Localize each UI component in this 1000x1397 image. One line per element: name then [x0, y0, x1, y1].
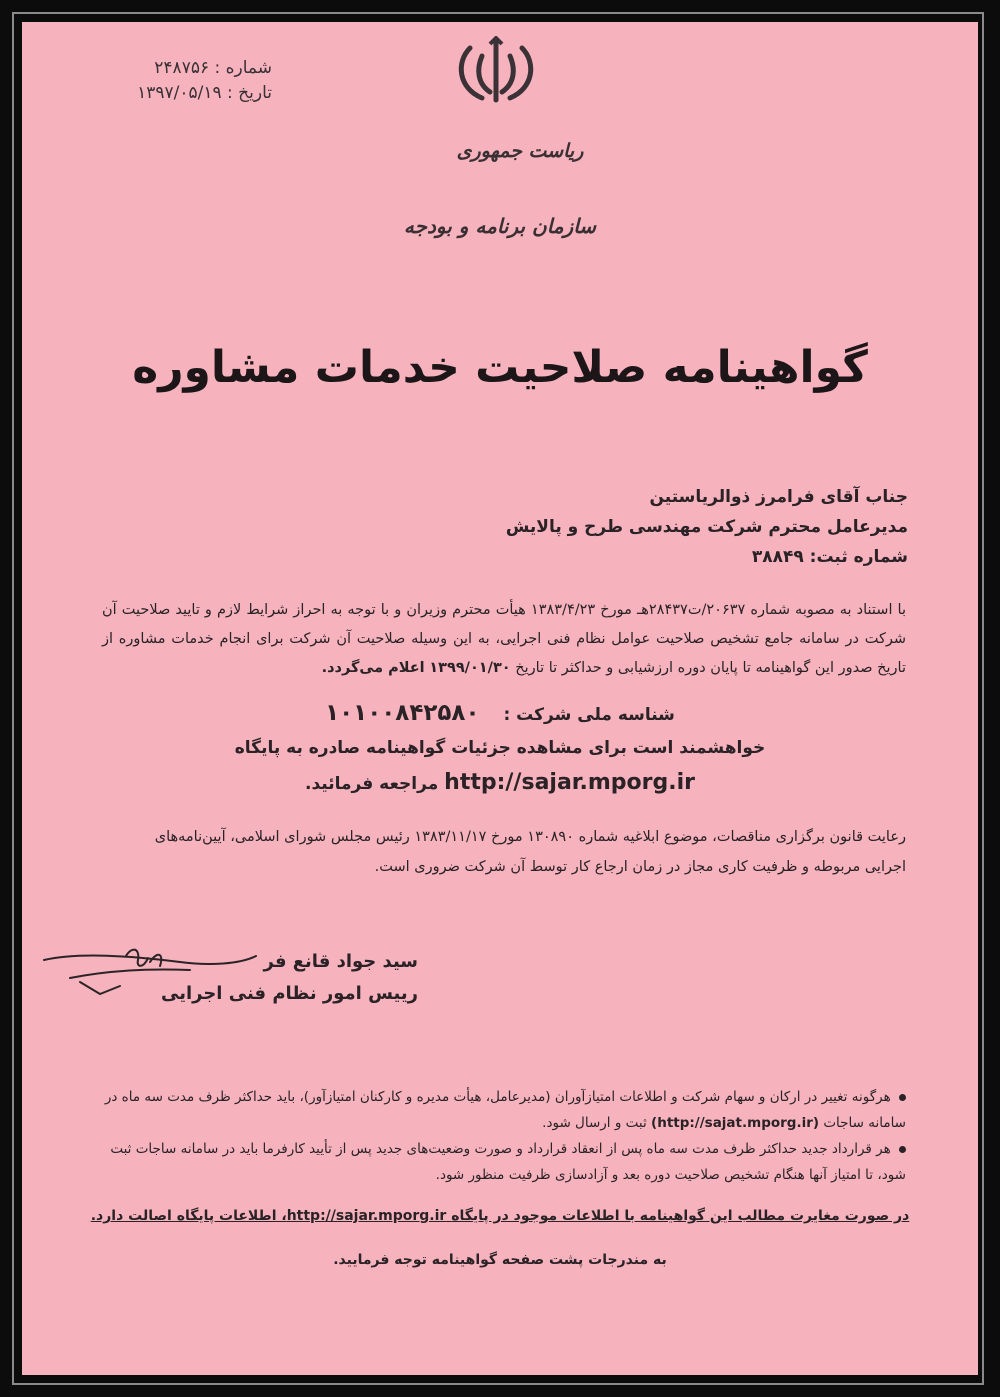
- dispute-url-link[interactable]: http://sajar.mporg.ir: [286, 1208, 447, 1224]
- org-presidency: ریاست جمهوری: [456, 140, 584, 162]
- org-plan-budget: سازمان برنامه و بودجه: [403, 214, 597, 238]
- signer-position: رییس امور نظام فنی اجرایی: [160, 983, 418, 1004]
- bullet-icon: [899, 1094, 906, 1101]
- bullet-icon: [899, 1146, 906, 1153]
- registration-value: ۳۸۸۴۹: [751, 547, 804, 567]
- dispute-text-a: در صورت مغایرت مطالب این گواهینامه با اطلاعات موجود در پایگاه: [451, 1208, 910, 1224]
- note-1-text-a: هرگونه تغییر در ارکان و سهام شرکت و اطلاعات امتیازآوران (مدیرعامل، هیأت مدیره و کارکنان امتیازآور)، باید حداکثر ظرف مدت سه ماه در سامانه ساجات: [104, 1089, 906, 1131]
- national-id-label: شناسه ملی شرکت :: [503, 705, 675, 725]
- date-row: [72, 81, 272, 106]
- note-1: [102, 1084, 906, 1136]
- certificate-page: [22, 22, 978, 1375]
- main-paragraph-text: با استناد به مصوبه شماره ۲۰۶۳۷/ت۲۸۴۳۷هـ مورخ ۱۳۸۳/۴/۲۳ هیأت محترم وزیران و با توجه به احراز شرایط لازم و تایید صلاحیت آن شرکت در سامانه جامع تشخیص صلاحیت عوامل نظام فنی اجرایی، به این وسیله صلاحیت آن شرکت برای انجام خدمات مشاوره از تاریخ صدور این گواهینامه تا پایان دوره ارزشیابی و حداکثر تا تاریخ: [102, 602, 907, 676]
- registration-label: شماره ثبت:: [809, 547, 908, 567]
- header-meta: [72, 56, 272, 106]
- number-row: [72, 56, 272, 81]
- notes-block: [102, 1084, 906, 1188]
- visit-line-1: خواهشمند است برای مشاهده جزئیات گواهینامه صادره به پایگاه: [234, 738, 766, 758]
- number-value: ۲۴۸۷۵۶: [154, 58, 210, 78]
- national-id-value: ۱۰۱۰۰۸۴۲۵۸۰: [325, 700, 480, 726]
- dispute-text-b: ، اطلاعات پایگاه اصالت دارد.: [90, 1208, 287, 1224]
- iran-emblem-icon: [452, 36, 540, 108]
- date-label: تاریخ :: [227, 83, 272, 103]
- sajat-url-link[interactable]: (http://sajat.mporg.ir): [651, 1115, 820, 1131]
- handwritten-signature: [40, 942, 260, 1002]
- law-paragraph: رعایت قانون برگزاری مناقصات، موضوع ابلاغیه شماره ۱۳۰۸۹۰ مورخ ۱۳۸۳/۱۱/۱۷ رئیس مجلس شورای اسلامی، آیین‌نامه‌های اجرایی مربوطه و ظرفیت کاری مجاز در زمان ارجاع کار توسط آن شرکت ضروری است.: [154, 829, 906, 875]
- national-id-row: [22, 700, 978, 726]
- signer-name: سید جواد قانع فر: [263, 951, 418, 972]
- page-title: گواهینامه صلاحیت خدمات مشاوره: [132, 342, 868, 393]
- addressee-role: مدیرعامل محترم شرکت مهندسی طرح و پالایش: [505, 517, 908, 537]
- registration-row: [506, 542, 908, 572]
- visit-suffix: مراجعه فرمائید.: [305, 774, 439, 794]
- dispute-notice: [22, 1208, 978, 1224]
- announce-text: اعلام می‌گردد.: [321, 660, 425, 676]
- back-page-reference: به مندرجات پشت صفحه گواهینامه توجه فرمایید.: [333, 1252, 667, 1268]
- number-label: شماره :: [214, 58, 272, 78]
- visit-line-2: [22, 770, 978, 795]
- expiry-date: ۱۳۹۹/۰۱/۳۰: [429, 660, 511, 676]
- date-value: ۱۳۹۷/۰۵/۱۹: [137, 83, 222, 103]
- note-2: [102, 1136, 906, 1188]
- note-2-text: هر قرارداد جدید حداکثر ظرف مدت سه ماه پس از انعقاد قرارداد و صورت وضعیت‌های جدید پس از تأیید کارفرما باید در سامانه ساجات ثبت شود، تا امتیاز آنها هنگام تشخیص صلاحیت دوره بعد و آزادسازی ظرفیت منظور شود.: [110, 1141, 906, 1183]
- addressee-name: جناب آقای فرامرز ذوالریاستین: [649, 487, 908, 507]
- addressee: [506, 482, 908, 572]
- sajar-url-link[interactable]: http://sajar.mporg.ir: [444, 770, 695, 795]
- note-1-text-b: ثبت و ارسال شود.: [542, 1115, 647, 1131]
- main-paragraph: [102, 596, 906, 683]
